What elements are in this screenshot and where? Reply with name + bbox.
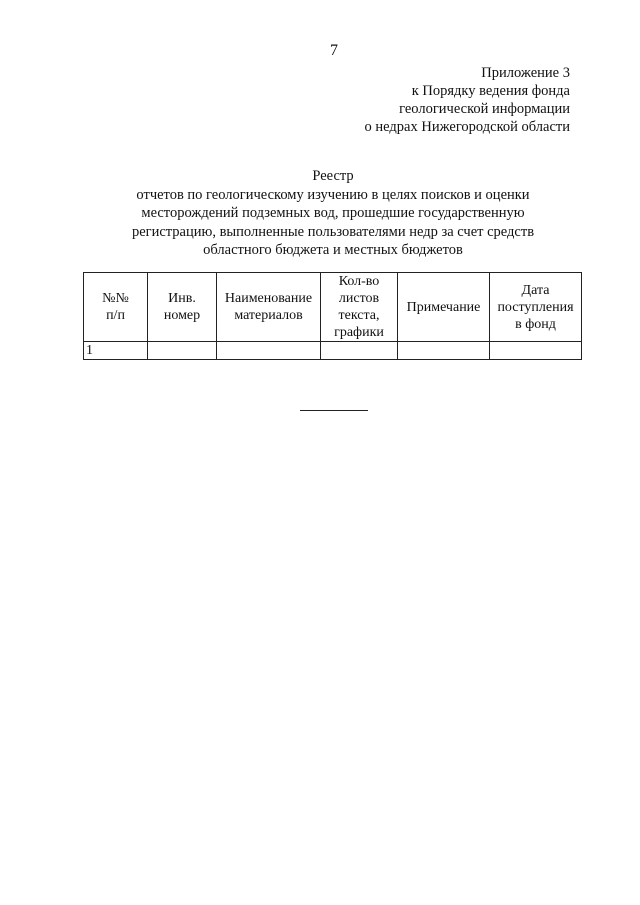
header-line: текста,	[338, 308, 380, 323]
table-row	[84, 342, 582, 360]
header-line: материалов	[234, 308, 303, 323]
registry-table	[83, 272, 582, 360]
table-cell: 1	[84, 342, 148, 360]
header-line: Наименование	[224, 291, 313, 306]
table-cell	[148, 342, 217, 360]
header-row	[84, 273, 582, 342]
appendix-line: Приложение 3	[481, 65, 570, 81]
header-line: Примечание	[406, 299, 481, 315]
table-header	[84, 273, 582, 342]
header-line: номер	[163, 308, 201, 323]
end-divider	[300, 410, 368, 411]
header-line: поступления	[497, 299, 574, 315]
header-line: Дата	[521, 282, 550, 298]
title-line: Реестр	[312, 168, 354, 184]
header-sheet-count	[321, 273, 398, 342]
title-line: месторождений подземных вод, прошедшие государственную	[141, 205, 525, 221]
header-inventory-number	[148, 273, 217, 342]
table-cell	[398, 342, 490, 360]
title-line: областного бюджета и местных бюджетов	[203, 242, 463, 258]
appendix-line: к Порядку ведения фонда	[411, 83, 570, 99]
header-line: графики	[334, 325, 384, 340]
header-material-name	[217, 273, 321, 342]
table-cell	[217, 342, 321, 360]
header-line: п/п	[106, 308, 125, 323]
appendix-line: о недрах Нижегородской области	[364, 119, 570, 135]
header-line: Инв.	[168, 291, 196, 306]
document-title	[80, 167, 586, 260]
header-receipt-date	[490, 273, 582, 342]
header-line: в фонд	[515, 316, 556, 332]
page-number: 7	[330, 42, 338, 59]
table-body	[84, 342, 582, 360]
title-line: регистрацию, выполненные пользователями недр за счет средств	[131, 223, 535, 240]
appendix-line: геологической информации	[399, 101, 570, 117]
header-line: №№	[102, 291, 129, 306]
header-number	[84, 273, 148, 342]
title-line: отчетов по геологическому изучению в целях поисков и оценки	[136, 186, 530, 203]
header-note	[398, 273, 490, 342]
header-line: листов	[338, 291, 380, 306]
header-line: Кол-во	[338, 274, 380, 289]
table-cell	[321, 342, 398, 360]
table-cell	[490, 342, 582, 360]
appendix-reference	[330, 64, 570, 136]
